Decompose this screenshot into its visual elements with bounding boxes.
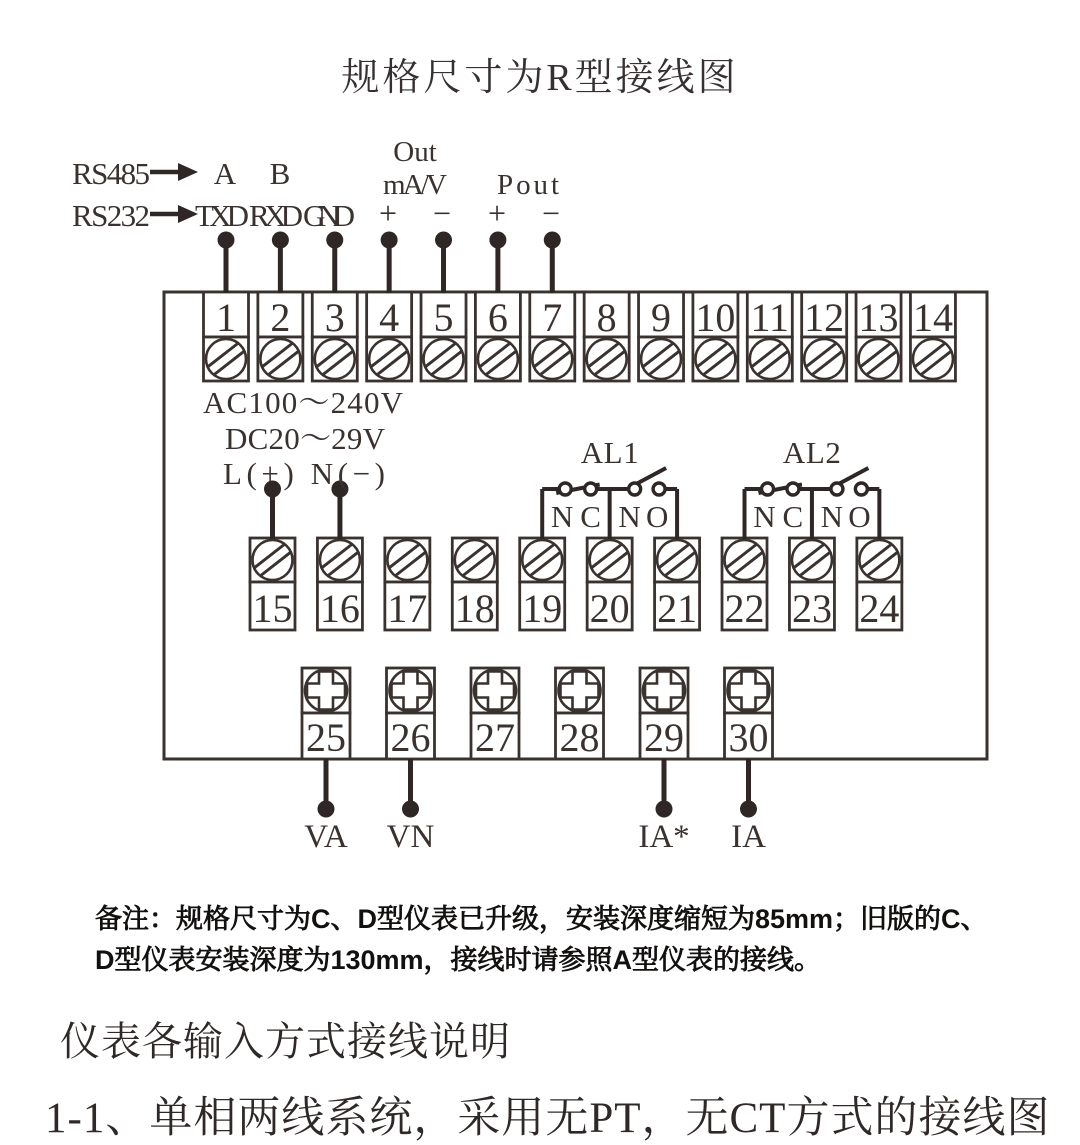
terminal-21 xyxy=(655,538,700,631)
label-ia: IA xyxy=(731,819,766,855)
terminal-1 xyxy=(204,292,249,381)
wire xyxy=(402,759,419,818)
wire xyxy=(326,232,343,294)
terminal-17 xyxy=(385,538,430,631)
terminal-number: 21 xyxy=(657,586,698,631)
terminal-number: 28 xyxy=(559,715,600,760)
label-al2-no: NO xyxy=(820,499,871,534)
label-pout-plus: + xyxy=(487,195,507,231)
terminal-29 xyxy=(640,668,688,760)
wire xyxy=(218,232,235,294)
terminal-13 xyxy=(856,292,901,381)
wire xyxy=(381,232,398,294)
terminal-number: 11 xyxy=(750,295,790,340)
terminal-19 xyxy=(520,538,565,631)
terminal-number: 2 xyxy=(270,295,291,340)
note-line-2: D型仪表安装深度为130mm，接线时请参照A型仪表的接线。 xyxy=(95,945,822,975)
label-gnd: GND xyxy=(303,198,355,233)
terminal-number: 25 xyxy=(306,715,346,760)
label-al2: AL2 xyxy=(782,435,841,470)
terminal-number: 15 xyxy=(252,586,293,631)
terminal-number: 12 xyxy=(804,295,845,340)
terminal-number: 23 xyxy=(791,586,832,631)
label-line-neutral: L(+) N(−) xyxy=(223,456,385,491)
terminal-number: 9 xyxy=(651,295,672,340)
terminal-2 xyxy=(258,292,303,381)
wire xyxy=(544,232,561,294)
terminal-number: 6 xyxy=(487,295,508,340)
terminal-10 xyxy=(693,292,738,381)
terminal-number: 17 xyxy=(387,586,428,631)
label-b: B xyxy=(269,156,291,191)
terminal-number: 29 xyxy=(644,715,684,760)
terminal-number: 5 xyxy=(433,295,454,340)
terminal-number: 20 xyxy=(589,586,630,631)
terminal-number: 22 xyxy=(724,586,765,631)
note-line-1: 备注：规格尺寸为C、D型仪表已升级，安装深度缩短为85mm；旧版的C、 xyxy=(95,904,988,934)
rs485-arrow-icon xyxy=(150,163,198,181)
terminal-16 xyxy=(317,538,362,631)
terminal-22 xyxy=(722,538,767,631)
terminal-number: 8 xyxy=(596,295,617,340)
wire xyxy=(740,759,757,818)
terminal-number: 10 xyxy=(695,295,736,340)
terminal-4 xyxy=(367,292,412,381)
terminal-number: 7 xyxy=(542,295,563,340)
page-title: 规格尺寸为R型接线图 xyxy=(341,57,739,99)
terminal-8 xyxy=(584,292,629,381)
note xyxy=(95,899,1045,981)
rs232-arrow-icon xyxy=(150,205,198,223)
label-out-plus: + xyxy=(378,195,398,231)
terminal-number: 24 xyxy=(859,586,900,631)
label-rxd: RXD xyxy=(249,198,303,233)
terminal-27 xyxy=(471,668,519,760)
label-al1: AL1 xyxy=(580,435,639,470)
terminal-number: 27 xyxy=(475,715,515,760)
terminal-number: 30 xyxy=(728,715,769,760)
label-ma-v: mA/V xyxy=(383,169,447,201)
terminal-number: 18 xyxy=(454,586,495,631)
label-rs485: RS485 xyxy=(72,156,150,191)
label-ia-star: IA* xyxy=(638,819,690,855)
terminal-number: 16 xyxy=(319,586,360,631)
terminal-12 xyxy=(802,292,847,381)
terminal-25 xyxy=(302,668,350,760)
terminal-7 xyxy=(530,292,575,381)
label-pout-minus: − xyxy=(541,195,561,231)
wire xyxy=(318,759,335,818)
terminal-3 xyxy=(312,292,357,381)
wire xyxy=(272,232,289,294)
label-txd: TXD xyxy=(195,198,249,233)
terminal-number: 19 xyxy=(522,586,563,631)
terminal-24 xyxy=(857,538,902,631)
label-out: Out xyxy=(393,136,437,168)
terminal-number: 26 xyxy=(390,715,431,760)
terminal-15 xyxy=(250,538,295,631)
label-ac-range: AC100～240V xyxy=(203,385,403,420)
terminal-14 xyxy=(910,292,955,381)
terminal-18 xyxy=(452,538,497,631)
terminal-20 xyxy=(587,538,632,631)
section-heading: 仪表各输入方式接线说明 xyxy=(60,1019,511,1064)
wire xyxy=(435,232,452,294)
wire xyxy=(489,232,506,294)
terminal-30 xyxy=(725,668,773,760)
label-pout: Pout xyxy=(497,169,559,201)
terminal-number: 1 xyxy=(216,295,236,340)
terminal-number: 3 xyxy=(324,295,345,340)
label-a: A xyxy=(213,156,237,191)
terminal-5 xyxy=(421,292,466,381)
label-va: VA xyxy=(304,819,348,855)
terminal-11 xyxy=(747,292,792,381)
wire xyxy=(656,759,673,818)
terminal-26 xyxy=(387,668,435,760)
label-out-minus: − xyxy=(432,195,452,231)
terminal-28 xyxy=(556,668,604,760)
terminal-6 xyxy=(475,292,520,381)
label-dc-range: DC20～29V xyxy=(225,421,385,456)
label-rs232: RS232 xyxy=(72,198,150,233)
terminal-number: 13 xyxy=(858,295,899,340)
subsection-heading: 1-1、单相两线系统，采用无PT，无CT方式的接线图 xyxy=(45,1095,1051,1142)
terminal-23 xyxy=(789,538,834,631)
terminal-number: 14 xyxy=(912,295,953,340)
terminal-9 xyxy=(639,292,684,381)
terminal-number: 4 xyxy=(379,295,400,340)
label-al1-nc: NC xyxy=(550,499,601,534)
label-vn: VN xyxy=(386,819,435,855)
label-al1-no: NO xyxy=(618,499,669,534)
label-al2-nc: NC xyxy=(753,499,804,534)
